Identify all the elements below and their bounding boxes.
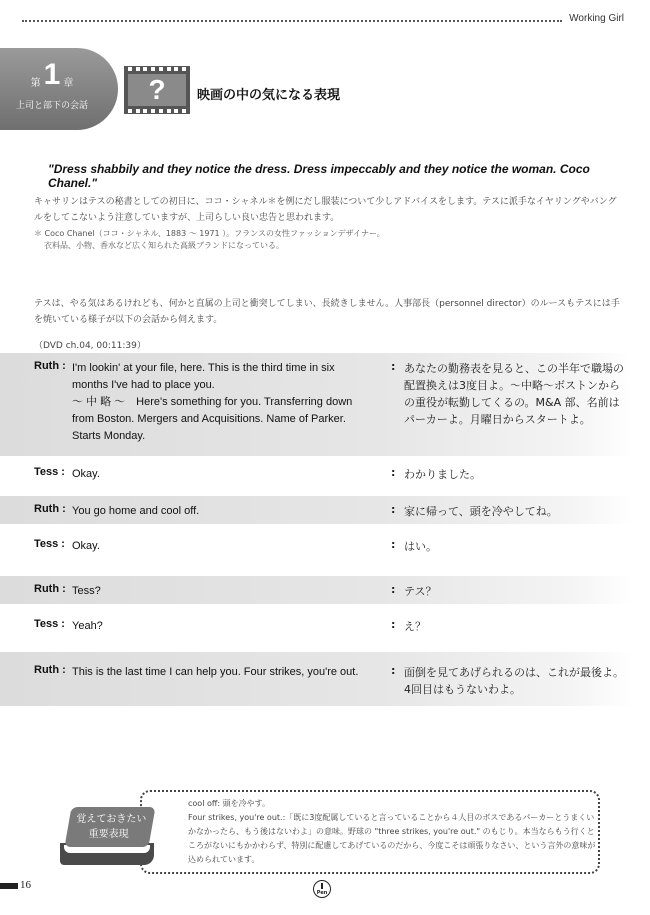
chapter-tab xyxy=(0,48,118,130)
dialogue-row xyxy=(0,524,634,576)
english-line: Yeah? xyxy=(72,620,103,632)
colon-separator: : xyxy=(391,360,396,373)
japanese-line: 家に帰って、頭を冷やしてね。 xyxy=(404,505,558,518)
speaker-label: Tess : xyxy=(34,466,65,478)
dvd-reference: （DVD ch.04, 00:11:39） xyxy=(34,341,146,351)
footnote-line2: 衣料品、小物、香水など広く知られた高級ブランドになっている。 xyxy=(44,241,284,250)
colon-separator: : xyxy=(391,583,396,596)
speaker-label: Tess : xyxy=(34,538,65,550)
vocab-line2: Four strikes, you're out.:「既に3度配属していると言っていることから４人目のボスであるパーカーとうまくいかなかったら、もう後はないわよ」の意味。野球の "three strikes, you're out." のもじり。本当ならもう行くところがないにもかかわらず、特別に配慮してあげているのだから、今度こそは頑張りなさい、という言外の意味が込められています。 xyxy=(188,813,596,864)
publisher-logo-icon: Pen xyxy=(313,880,331,898)
dialogue-row xyxy=(0,456,634,496)
vocab-line1: cool off: 頭を冷やす。 xyxy=(188,799,270,808)
featured-quote: "Dress shabbily and they notice the dress. Dress impeccably and they notice the woman. Coco Chanel." xyxy=(48,162,590,190)
japanese-line: 面倒を見てあげられるのは、これが最後よ。4回目はもうないわよ。 xyxy=(404,666,624,696)
dialogue-table xyxy=(0,353,634,706)
colon-separator: : xyxy=(391,503,396,516)
japanese-line: はい。 xyxy=(404,540,437,553)
page-number: 16 xyxy=(20,879,31,891)
dialogue-row xyxy=(0,652,634,706)
speaker-label: Ruth : xyxy=(34,503,66,515)
dialogue-row xyxy=(0,604,634,652)
english-line: This is the last time I can help you. Four strikes, you're out. xyxy=(72,666,359,678)
book-icon xyxy=(58,803,158,869)
vocab-badge-line1: 覚えておきたい xyxy=(76,814,147,825)
chapter-kanji: 第 xyxy=(30,78,41,89)
footer-bar xyxy=(0,883,18,889)
dialogue-row xyxy=(0,353,634,456)
english-line: You go home and cool off. xyxy=(72,505,200,517)
speaker-label: Ruth : xyxy=(34,664,66,676)
chapter-title: 上司と部下の会話 xyxy=(15,101,88,111)
japanese-line: え？ xyxy=(404,620,426,633)
chapter-suffix: 章 xyxy=(63,78,74,89)
speaker-label: Tess : xyxy=(34,618,65,630)
dialogue-row xyxy=(0,496,634,524)
intro-paragraph: キャサリンはテスの秘書としての初日に、ココ・シャネル＊を例にだし服装について少しアドバイスをします。テスに派手なイヤリングやバングルをしてこないよう注意していますが、上司らしい良い忠告と思われます。 xyxy=(34,197,617,223)
section-title: 映画の中の気になる表現 xyxy=(197,88,341,103)
footnote xyxy=(34,228,624,252)
colon-separator: : xyxy=(391,618,396,631)
dialogue-row xyxy=(0,576,634,604)
footnote-line1: ＊ Coco Chanel（ココ・シャネル、1883 ～ 1971 ）。フランスの女性ファッションデザイナー。 xyxy=(34,229,385,238)
colon-separator: : xyxy=(391,538,396,551)
running-title: Working Girl xyxy=(569,13,624,24)
japanese-line: あなたの勤務表を見ると、この半年で職場の配置換えは3度目よ。～中略～ボストンからの重役が転勤してくるの。M&A 部、名前はパーカーよ。月曜日からスタートよ。 xyxy=(404,362,624,426)
english-line: I'm lookin' at your file, here. This is the third time in six months I've had to place you. ～ 中 略 ～ Here's something for you. Transferring down from Boston. Mergers and Acquisitions. Name of Parker. Starts Monday. xyxy=(72,362,353,442)
film-question-icon xyxy=(124,66,190,114)
top-dotted-rule xyxy=(22,20,562,22)
japanese-line: わかりました。 xyxy=(404,468,481,481)
colon-separator: : xyxy=(391,466,396,479)
context-paragraph: テスは、やる気はあるけれども、何かと直属の上司と衝突してしまい、長続きしません。人事部長（personnel director）のルースもテスには手を焼いている様子が以下の会話から伺えます。 xyxy=(34,299,620,325)
speaker-label: Ruth : xyxy=(34,360,66,372)
english-line: Okay. xyxy=(72,540,100,552)
english-line: Tess? xyxy=(72,585,101,597)
speaker-label: Ruth : xyxy=(34,583,66,595)
colon-separator: : xyxy=(391,664,396,677)
chapter-number: 1 xyxy=(43,58,61,91)
japanese-line: テス？ xyxy=(404,585,437,598)
english-line: Okay. xyxy=(72,468,100,480)
vocab-notes xyxy=(188,797,598,867)
question-glyph: ? xyxy=(128,74,186,106)
vocab-badge-line2: 重要表現 xyxy=(88,829,129,840)
